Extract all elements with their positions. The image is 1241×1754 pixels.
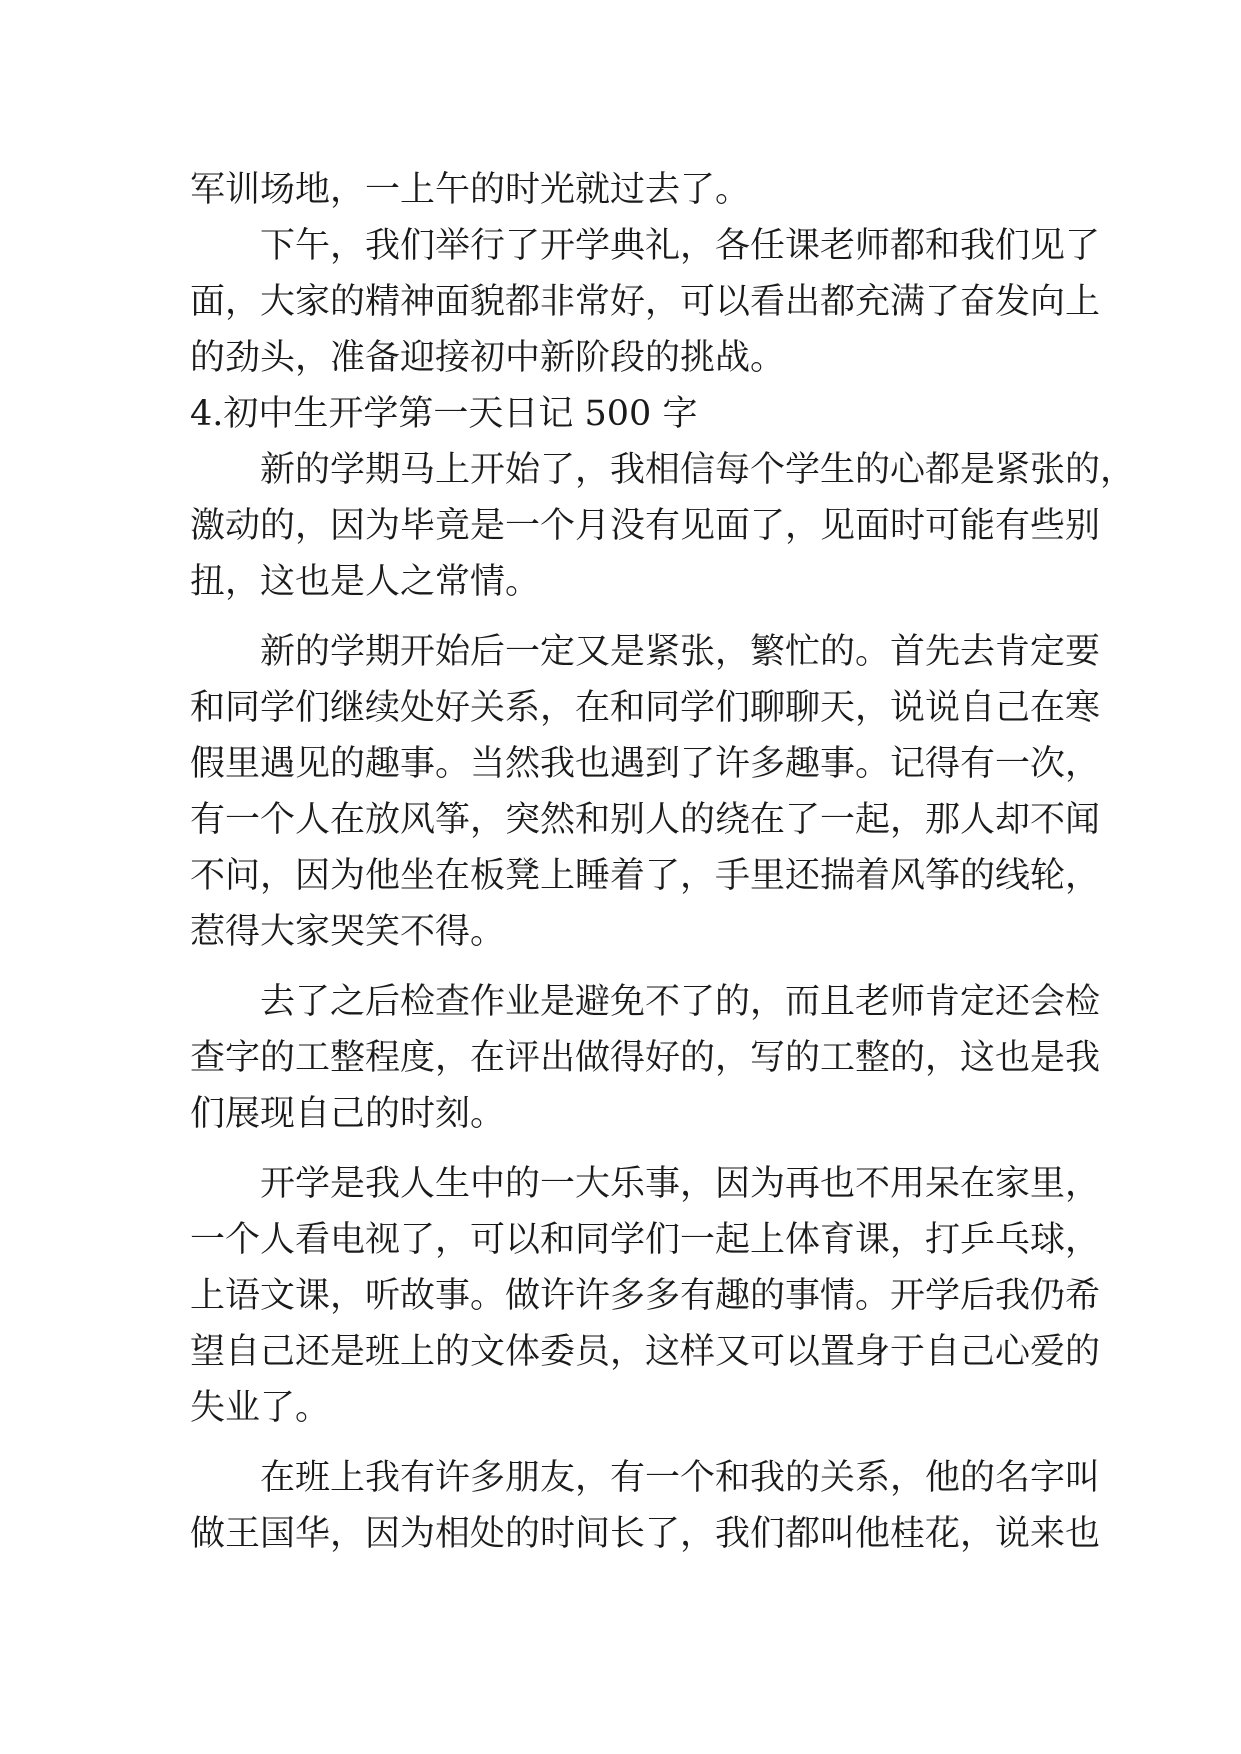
- text-line: 们展现自己的时刻。: [190, 1094, 506, 1134]
- text-line: 惹得大家哭笑不得。: [190, 912, 506, 952]
- text-line: 假里遇见的趣事。当然我也遇到了许多趣事。记得有一次，: [190, 744, 1101, 784]
- text-line: 一个人看电视了，可以和同学们一起上体育课，打乒乓球，: [190, 1220, 1101, 1260]
- text-line: 不问，因为他坐在板凳上睡着了，手里还揣着风筝的线轮，: [190, 856, 1101, 896]
- paragraph-start-line: 去了之后检查作业是避免不了的，而且老师肯定还会检: [260, 982, 1101, 1022]
- text-line: 面，大家的精神面貌都非常好，可以看出都充满了奋发向上: [190, 282, 1101, 322]
- paragraph-start-line: 下午，我们举行了开学典礼，各任课老师都和我们见了: [260, 226, 1101, 266]
- text-line: 军训场地，一上午的时光就过去了。: [190, 170, 751, 210]
- text-line: 的劲头，准备迎接初中新阶段的挑战。: [190, 338, 786, 378]
- paragraph-start-line: 新的学期开始后一定又是紧张，繁忙的。首先去肯定要: [260, 632, 1101, 672]
- section-heading: 4.初中生开学第一天日记 500 字: [190, 394, 698, 434]
- text-line: 失业了。: [190, 1388, 331, 1428]
- text-line: 扭，这也是人之常情。: [190, 562, 541, 602]
- text-line: 和同学们继续处好关系，在和同学们聊聊天，说说自己在寒: [190, 688, 1101, 728]
- paragraph-start-line: 开学是我人生中的一大乐事，因为再也不用呆在家里，: [260, 1164, 1101, 1204]
- text-line: 激动的，因为毕竟是一个月没有见面了，见面时可能有些别: [190, 506, 1101, 546]
- text-line: 查字的工整程度，在评出做得好的，写的工整的，这也是我: [190, 1038, 1101, 1078]
- text-line: 望自己还是班上的文体委员，这样又可以置身于自己心爱的: [190, 1332, 1101, 1372]
- text-line: 做王国华，因为相处的时间长了，我们都叫他桂花，说来也: [190, 1514, 1101, 1554]
- text-line: 有一个人在放风筝，突然和别人的绕在了一起，那人却不闻: [190, 800, 1101, 840]
- text-line: 上语文课，听故事。做许许多多有趣的事情。开学后我仍希: [190, 1276, 1101, 1316]
- paragraph-start-line: 新的学期马上开始了，我相信每个学生的心都是紧张的，: [260, 450, 1136, 490]
- paragraph-start-line: 在班上我有许多朋友，有一个和我的关系，他的名字叫: [260, 1458, 1101, 1498]
